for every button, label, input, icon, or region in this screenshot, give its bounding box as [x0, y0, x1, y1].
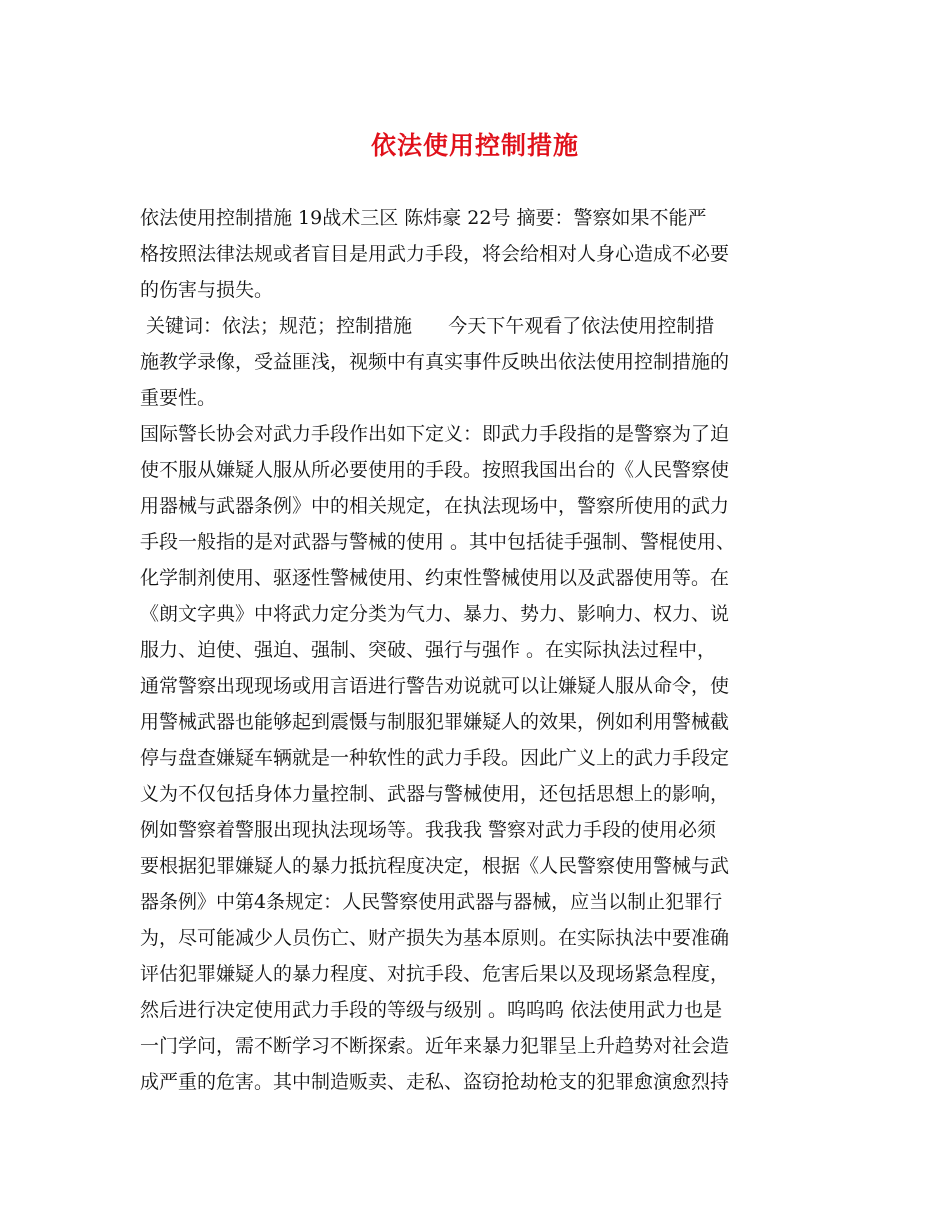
body-line: 施教学录像，受益匪浅，视频中有真实事件反映出依法使用控制措施的 [140, 351, 730, 373]
body-line: 手段一般指的是对武器与警械的使用 。其中包括徒手强制、警棍使用、 [140, 531, 736, 553]
body-line: 义为不仅包括身体力量控制、武器与警械使用，还包括思想上的影响， [140, 783, 730, 805]
body-line: 为，尽可能减少人员伤亡、财产损失为基本原则。在实际执法中要准确 [140, 927, 730, 949]
body-line: 器条例》中第4条规定：人民警察使用武器与器械，应当以制止犯罪行 [140, 891, 723, 913]
body-line: 的伤害与损失。 [140, 279, 274, 301]
body-line: 服力、迫使、强迫、强制、突破、强行与强作 。在实际执法过程中， [140, 639, 717, 661]
body-line: 停与盘查嫌疑车辆就是一种软性的武力手段。因此广义上的武力手段定 [140, 747, 730, 769]
body-line: 成严重的危害。其中制造贩卖、走私、盗窃抢劫枪支的犯罪愈演愈烈持 [140, 1071, 730, 1093]
body-line: 《朗文字典》中将武力定分类为气力、暴力、势力、影响力、权力、说 [140, 603, 730, 625]
body-line: 一门学问，需不断学习不断探索。近年来暴力犯罪呈上升趋势对社会造 [140, 1035, 730, 1057]
body-line: 重要性。 [140, 387, 217, 409]
body-line: 化学制剂使用、驱逐性警械使用、约束性警械使用以及武器使用等。在 [140, 567, 730, 589]
body-line: 例如警察着警服出现执法现场等。我我我 警察对武力手段的使用必须 [140, 819, 717, 841]
body-line: 用警械武器也能够起到震慑与制服犯罪嫌疑人的效果，例如利用警械截 [140, 711, 730, 733]
document-body [140, 200, 830, 1100]
body-line: 用器械与武器条例》中的相关规定，在执法现场中，警察所使用的武力 [140, 495, 730, 517]
body-line: 国际警长协会对武力手段作出如下定义：即武力手段指的是警察为了迫 [140, 423, 730, 445]
body-line: 依法使用控制措施 19战术三区 陈炜豪 22号 摘要：警察如果不能严 [140, 207, 707, 229]
body-line: 通常警察出现现场或用言语进行警告劝说就可以让嫌疑人服从命令，使 [140, 675, 730, 697]
body-line: 关键词：依法；规范；控制措施 今天下午观看了依法使用控制措 [140, 315, 715, 337]
body-line: 然后进行决定使用武力手段的等级与级别 。呜呜呜 依法使用武力也是 [140, 999, 723, 1021]
document-title: 依法使用控制措施 [370, 131, 579, 160]
body-line: 评估犯罪嫌疑人的暴力程度、对抗手段、危害后果以及现场紧急程度， [140, 963, 730, 985]
body-line: 要根据犯罪嫌疑人的暴力抵抗程度决定，根据《人民警察使用警械与武 [140, 855, 730, 877]
body-line: 格按照法律法规或者盲目是用武力手段，将会给相对人身心造成不必要 [140, 243, 730, 265]
body-line: 使不服从嫌疑人服从所必要使用的手段。按照我国出台的《人民警察使 [140, 459, 730, 481]
